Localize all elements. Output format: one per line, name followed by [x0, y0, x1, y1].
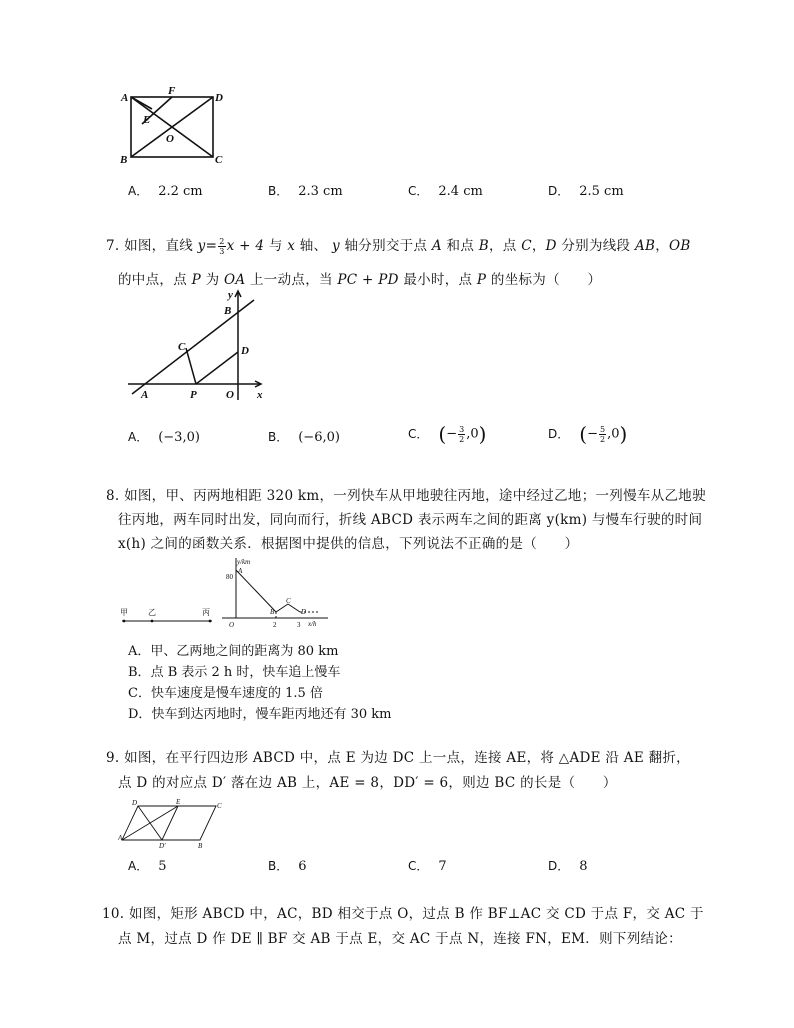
q6-rectangle-figure [112, 84, 232, 168]
q8-graph-80: 80 [226, 573, 233, 581]
q8-graph-3: 3 [297, 621, 301, 629]
q8-option-c[interactable]: C．快车速度是慢车速度的 1.5 倍 [128, 686, 323, 701]
q7-option-c[interactable]: C． (− $\frac{3}{2}$ ,0) [408, 422, 487, 446]
q9-label-E: E [176, 798, 181, 806]
q7-option-a[interactable]: A． (−3,0) [128, 430, 200, 445]
q9-option-b[interactable]: B． 6 [268, 859, 307, 874]
q8-stem-line3: x(h) 之间的函数关系．根据图中提供的信息，下列说法不正确的是（ ） [118, 536, 579, 552]
q6-label-E: E [143, 114, 151, 126]
q7-label-y: y [228, 289, 233, 301]
q9-label-A: A [118, 834, 123, 842]
q9-option-d[interactable]: D． 8 [548, 859, 588, 874]
q8-graph-2: 2 [273, 621, 277, 629]
q10-number: 10. [102, 906, 125, 922]
q9-label-D: D [132, 799, 138, 807]
q9-label-Dprime: D′ [159, 842, 166, 850]
q8-graph-O: O [229, 621, 235, 629]
q8-option-a[interactable]: A．甲、乙两地之间的距离为 80 km [128, 644, 339, 659]
q9-option-a[interactable]: A． 5 [128, 859, 167, 874]
q6-label-O: O [166, 133, 174, 145]
q6-option-c[interactable]: C． 2.4 cm [408, 184, 483, 199]
q8-stem-line1: 8. 如图，甲、丙两地相距 320 km，一列快车从甲地驶往丙地，途中经过乙地；一列慢车从乙地驶 [106, 488, 706, 504]
q6-option-d[interactable]: D． 2.5 cm [548, 184, 624, 199]
q7-label-O: O [226, 389, 234, 401]
q8-graph-D: D [301, 608, 307, 616]
q10-stem-line2: 点 M，过点 D 作 DE ∥ BF 交 AB 于点 E，交 AC 于点 N，连接 FN，EM．则下列结论： [118, 931, 682, 947]
q7-label-C: C [178, 341, 186, 353]
q7-stem-line2: 的中点，点 P 为 OA 上一动点，当 PC + PD 最小时，点 P 的坐标为（ ） [118, 272, 602, 288]
q7-label-B: B [224, 305, 232, 317]
q8-graph-C: C [286, 597, 291, 605]
q7-label-A: A [141, 389, 149, 401]
q9-label-C: C [217, 802, 222, 810]
q9-parallelogram-figure [118, 796, 230, 850]
q8-option-b[interactable]: B．点 B 表示 2 h 时，快车追上慢车 [128, 665, 341, 680]
q6-label-B: B [120, 154, 128, 166]
q8-map-yi: 乙 [148, 608, 156, 617]
q6-option-b[interactable]: B． 2.3 cm [268, 184, 343, 199]
q7-label-D: D [241, 345, 249, 357]
q6-label-F: F [168, 85, 176, 97]
q7-number: 7. [106, 238, 120, 254]
q9-number: 9. [106, 750, 120, 766]
q9-option-c[interactable]: C． 7 [408, 859, 447, 874]
q7-label-P: P [190, 389, 197, 401]
q6-label-A: A [121, 92, 129, 104]
q7-stem-line1: 7. 如图，直线 y= $\frac{2}{3}$ x + 4 与 x 轴、 y 轴分别交于点 A 和点 B，点 C，D 分别为线段 AB，OB [106, 237, 691, 256]
q8-map-jia: 甲 [120, 608, 128, 617]
q9-label-B: B [198, 842, 203, 850]
q6-label-C: C [215, 154, 223, 166]
q7-option-b[interactable]: B． (−6,0) [268, 430, 340, 445]
q8-graph-B: B [270, 608, 275, 616]
q7-coordinate-figure [124, 288, 274, 406]
q6-option-a[interactable]: A． 2.2 cm [128, 184, 203, 199]
q8-map-and-graph [118, 556, 338, 634]
q9-stem-line1: 9. 如图，在平行四边形 ABCD 中，点 E 为边 DC 上一点，连接 AE，将 △ADE 沿 AE 翻折， [106, 750, 690, 766]
q8-option-d[interactable]: D．快车到达丙地时，慢车距丙地还有 30 km [128, 707, 392, 722]
q7-label-x: x [257, 389, 263, 401]
q7-option-d[interactable]: D． (− $\frac{5}{2}$ ,0) [548, 422, 628, 446]
q8-number: 8. [106, 488, 120, 504]
q7-fraction: $\frac{2}{3}$ [219, 237, 225, 256]
q9-stem-line2: 点 D 的对应点 D′ 落在边 AB 上，AE = 8，DD′ = 6，则边 BC 的长是（ ） [118, 775, 617, 791]
q6-label-D: D [215, 92, 223, 104]
q8-map-bing: 丙 [202, 608, 210, 617]
q8-graph-xlabel: x/h [308, 620, 317, 628]
q8-stem-line2: 往丙地，两车同时出发，同向而行，折线 ABCD 表示两车之间的距离 y(km) 与慢车行驶的时间 [118, 512, 703, 528]
q8-graph-A: A [238, 567, 243, 575]
q10-stem-line1: 10. 如图，矩形 ABCD 中，AC，BD 相交于点 O，过点 B 作 BF⊥AC 交 CD 于点 F，交 AC 于 [102, 906, 704, 922]
q8-graph-ylabel: y/km [237, 558, 251, 566]
